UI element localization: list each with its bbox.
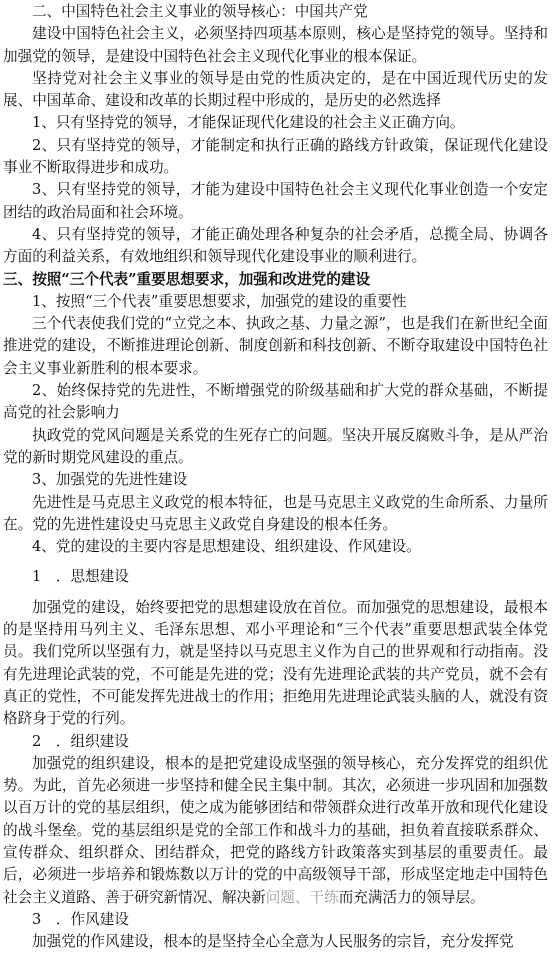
subheading: 1、按照“三个代表”重要思想要求，加强党的建设的重要性 — [32, 292, 407, 310]
list-item: 1、只有坚持党的领导，才能保证现代化建设的社会主义正确方向。 — [32, 114, 465, 132]
paragraph-text: 加强党的组织建设，根本的是把党建设成坚强的领导核心，充分发挥党的组织优势。为此，首先必须进一步坚持和健全民主集中制。其次，必须进一步巩固和加强数以百万计的党的基层组织，使之成为能够团结和带领群众进行改革开放和现代化建设的战斗堡垒。党的基层组织是党的全部工作和战斗力的基础，担负着直接联系群众、宣传群众、组织群众、团结群众，把党的路线方针政策落实到基层的重要责任。最后，必须进一步培养和锻炼数以万计的党的中高级领导干部，形成坚定地走中国特色社会主义道路、善于研究新情况、解决新 — [3, 754, 548, 906]
section-heading-2: 二、中国特色社会主义事业的领导核心：中国共产党 — [32, 3, 368, 20]
list-item: 3、只有坚持党的领导，才能为建设中国特色社会主义现代化事业创造一个安定团结的政治局面和社会环境。 — [3, 181, 548, 221]
paragraph: 建设中国特色社会主义，必须坚持四项基本原则，核心是坚持党的领导。坚持和加强党的领导，是建设中国特色社会主义现代化事业的根本保证。 — [3, 25, 548, 65]
paragraph: 加强党的作风建设，根本的是坚持全心全意为人民服务的宗旨，充分发挥党 — [32, 933, 514, 951]
section-heading-3: 三、按照“三个代表”重要思想要求，加强和改进党的建设 — [3, 270, 371, 288]
paragraph: 加强党的建设，始终要把党的思想建设放在首位。而加强党的思想建设，最根本的是坚持用马列主义、毛泽东思想、邓小平理论和“三个代表”重要思想武装全体党员。我们党所以坚强有力，就是坚持以马克思主义作为自己的世界观和行动指南。没有先进理论武装的党，不可能是先进的党；没有先进理论武装的共产党员，就不会有真正的党性，不可能发挥先进战士的作用；拒绝用先进理论武装头脑的人，就没有资格跻身于党的行列。 — [3, 598, 548, 728]
paragraph: 坚持党对社会主义事业的领导是由党的性质决定的，是在中国近现代历史的发展、中国革命、建设和改革的长期过程中形成的，是历史的必然选择 — [3, 69, 548, 110]
subheading: 3、加强党的先进性建设 — [32, 471, 188, 489]
highlighted-text: 问题、干练 — [265, 888, 339, 906]
subsection-title: 1 ．思想建设 — [32, 568, 129, 586]
subsection-title: 3 ．作风建设 — [32, 910, 129, 928]
subheading: 4、党的建设的主要内容是思想建设、组织建设、作风建设。 — [32, 538, 421, 556]
paragraph: 三个代表使我们党的“立党之本、执政之基、力量之源”，也是我们在新世纪全面推进党的建设，不断推进理论创新、制度创新和科技创新、不断夺取建设中国特色社会主义事业新胜利的根本要求。 — [3, 315, 548, 377]
paragraph: 执政党的党风问题是关系党的生死存亡的问题。坚决开展反腐败斗争，是从严治党的新时期党风建设的重点。 — [3, 426, 548, 466]
paragraph: 先进性是马克思主义政党的根本特征，也是马克思主义政党的生命所系、力量所在。党的先进性建设史马克思主义政党自身建设的根本任务。 — [3, 493, 548, 533]
list-item: 4、只有坚持党的领导，才能正确处理各种复杂的社会矛盾，总揽全局、协调各方面的利益关系，有效地组织和领导现代化建设事业的顺利进行。 — [3, 225, 548, 266]
subsection-title: 2 ．组织建设 — [32, 732, 129, 750]
paragraph — [3, 753, 548, 909]
subheading: 2、始终保持党的先进性，不断增强党的阶级基础和扩大党的群众基础，不断提高党的社会影响力 — [3, 382, 548, 422]
paragraph-text: 而充满活力的领导层。 — [338, 888, 485, 906]
list-item: 2、只有坚持党的领导，才能制定和执行正确的路线方针政策，保证现代化建设事业不断取得进步和成功。 — [3, 136, 548, 177]
